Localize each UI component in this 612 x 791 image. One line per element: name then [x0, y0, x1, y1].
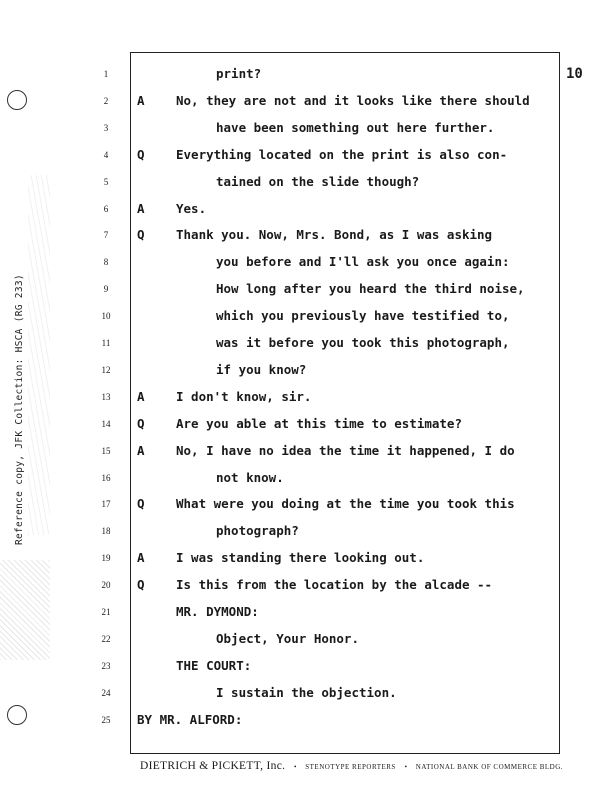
transcript-line — [0, 386, 612, 412]
line-text: print? — [216, 66, 262, 81]
line-number: 13 — [101, 391, 111, 402]
line-number: 19 — [101, 553, 111, 564]
transcript-line — [0, 709, 612, 735]
line-number: 7 — [103, 230, 109, 241]
speaker-label: Q — [137, 496, 145, 512]
footer-reporters: STENOTYPE REPORTERS — [305, 763, 396, 771]
line-number: 12 — [101, 364, 111, 375]
line-number: 21 — [101, 607, 111, 617]
line-number: 5 — [103, 176, 109, 187]
line-text: BY MR. ALFORD: — [137, 711, 243, 727]
transcript-line — [0, 440, 612, 466]
line-number: 11 — [101, 338, 111, 348]
speaker-label: A — [137, 550, 145, 566]
transcript-line — [0, 305, 612, 331]
line-text: What were you doing at the time you took this — [176, 496, 515, 512]
transcript-line — [0, 574, 612, 600]
footer-separator: • — [294, 763, 297, 771]
footer-firm: DIETRICH & PICKETT, Inc. — [140, 760, 286, 772]
line-number: 6 — [103, 203, 109, 214]
line-text: if you know? — [216, 361, 307, 377]
transcript-line — [0, 117, 612, 143]
transcript-line — [0, 251, 612, 277]
footer-separator: • — [404, 763, 408, 771]
reference-stamp-text: Reference copy, JFK Collection: HSCA (RG 233) — [14, 274, 25, 545]
footer-bank: NATIONAL BANK OF COMMERCE BLDG. — [415, 763, 564, 771]
transcript-line — [0, 655, 612, 681]
line-text: I was standing there looking out. — [176, 550, 425, 566]
line-number: 17 — [101, 499, 111, 510]
speaker-label: A — [137, 442, 145, 458]
line-text: THE COURT: — [176, 657, 252, 673]
line-text: No, they are not and it looks like there should — [176, 92, 530, 108]
line-text: No, I have no idea the time it happened, I do — [176, 442, 515, 458]
line-number: 9 — [103, 284, 109, 295]
speaker-label: Q — [137, 227, 145, 243]
speaker-label: A — [137, 388, 145, 404]
transcript-line — [0, 144, 612, 170]
line-number: 2 — [103, 95, 109, 106]
transcript-line — [0, 359, 612, 385]
transcript-line — [0, 628, 612, 654]
line-number: 3 — [103, 122, 109, 133]
transcript-line — [0, 601, 612, 627]
transcript-line — [0, 224, 612, 250]
line-number: 24 — [101, 687, 111, 698]
line-text: have been something out here further. — [216, 119, 495, 135]
line-text: Everything located on the print is also con- — [176, 146, 508, 162]
transcript-line — [0, 63, 612, 89]
line-number: 25 — [101, 714, 111, 725]
line-number: 22 — [101, 633, 111, 644]
line-text: Yes. — [176, 200, 207, 216]
line-text: Are you able at this time to estimate? — [176, 415, 462, 431]
transcript-line — [0, 682, 612, 708]
line-text: you before and I'll ask you once again: — [216, 254, 510, 270]
line-text: photograph? — [216, 523, 299, 539]
line-text: Thank you. Now, Mrs. Bond, as I was asking — [176, 227, 493, 243]
transcript-line — [0, 520, 612, 546]
speaker-label: Q — [137, 577, 145, 593]
line-number: 18 — [101, 526, 111, 537]
transcript-line — [0, 413, 612, 439]
line-text: MR. DYMOND: — [176, 604, 259, 619]
line-text: How long after you heard the third noise, — [216, 281, 525, 297]
line-text: Is this from the location by the alcade -- — [176, 577, 493, 593]
transcript-line — [0, 547, 612, 573]
line-text: not know. — [216, 469, 284, 485]
line-text: which you previously have testified to, — [216, 308, 510, 324]
line-number: 1 — [103, 69, 109, 79]
line-number: 16 — [101, 472, 111, 483]
line-text: tained on the slide though? — [216, 173, 420, 189]
transcript-line — [0, 171, 612, 197]
transcript-line — [0, 467, 612, 493]
line-text: I don't know, sir. — [176, 388, 312, 404]
line-text: Object, Your Honor. — [216, 630, 359, 646]
line-number: 4 — [103, 149, 109, 160]
line-number: 10 — [101, 311, 111, 322]
line-number: 8 — [103, 257, 109, 268]
line-number: 20 — [101, 580, 111, 591]
transcript-line — [0, 90, 612, 116]
transcript-line — [0, 278, 612, 304]
speaker-label: Q — [137, 415, 145, 431]
speaker-label: A — [137, 200, 145, 216]
line-number: 15 — [101, 445, 111, 456]
line-number: 23 — [101, 660, 111, 671]
transcript-line — [0, 198, 612, 224]
line-text: I sustain the objection. — [216, 684, 397, 700]
transcript-line — [0, 332, 612, 358]
line-text: was it before you took this photograph, — [216, 335, 510, 350]
line-number: 14 — [101, 418, 111, 429]
footer — [140, 760, 564, 772]
speaker-label: Q — [137, 146, 145, 162]
speaker-label: A — [137, 92, 145, 108]
transcript-line — [0, 493, 612, 519]
page-number: 10 — [566, 66, 583, 82]
